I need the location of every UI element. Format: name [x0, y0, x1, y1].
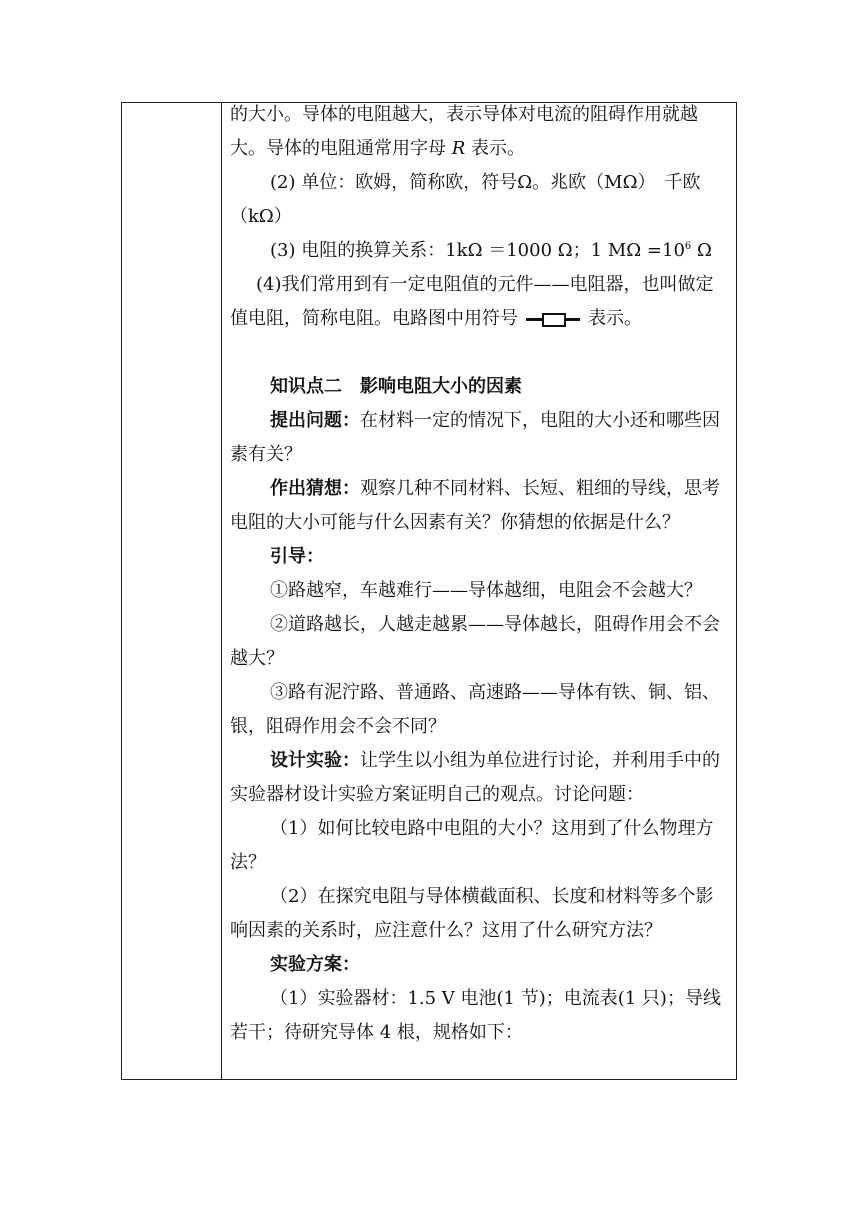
guide-item: ①路越窄，车越难行——导体越细，电阻会不会越大？	[270, 580, 702, 601]
question-paragraph	[230, 404, 730, 472]
conversion-exponent: 6	[684, 241, 692, 252]
resistor-text-end: 表示。	[588, 308, 642, 329]
guess-paragraph	[230, 472, 730, 540]
content-cell	[230, 98, 730, 1050]
design-label: 设计实验：	[270, 750, 360, 771]
plan-label: 实验方案：	[270, 954, 360, 975]
resistance-text-end: 表示。	[465, 138, 526, 159]
conversion-ohm: Ω	[691, 240, 712, 261]
unit-paragraph: (2) 单位：欧姆，简称欧，符号Ω。兆欧（MΩ） 千欧（kΩ）	[230, 172, 701, 227]
conversion-paragraph	[230, 234, 730, 268]
discussion-item: （2）在探究电阻与导体横截面积、长度和材料等多个影响因素的关系时，应注意什么？这用了什么研究方法？	[230, 886, 714, 941]
question-label: 提出问题：	[270, 410, 360, 431]
resistance-text: 的大小。导体的电阻越大，表示导体对电流的阻碍作用就越大。导体的电阻通常用字母	[230, 104, 698, 159]
conversion-text: (3) 电阻的换算关系：1kΩ ＝1000 Ω；1 MΩ =10	[270, 240, 685, 261]
resistor-symbol-icon	[526, 312, 580, 326]
question-text: 在材料一定的情况下，电阻的大小还和哪些因素有关？	[230, 410, 720, 465]
discussion-item: （1）如何比较电路中电阻的大小？这用到了什么物理方法？	[230, 818, 714, 873]
section-heading: 知识点二 影响电阻大小的因素	[270, 376, 522, 397]
guess-text: 观察几种不同材料、长短、粗细的导线，思考电阻的大小可能与什么因素有关？你猜想的依据是什么？	[230, 478, 720, 533]
design-text: 让学生以小组为单位进行讨论，并利用手中的实验器材设计实验方案证明自己的观点。讨论问题：	[230, 750, 720, 805]
guide-item: ②道路越长，人越走越累——导体越长，阻碍作用会不会越大？	[230, 614, 720, 669]
resistor-text: (4)我们常用到有一定电阻值的元件——电阻器，也叫做定值电阻，简称电阻。电路图中用符号	[230, 274, 714, 329]
resistance-paragraph	[230, 98, 730, 166]
letter-r: R	[451, 138, 466, 159]
resistor-paragraph	[230, 268, 730, 336]
design-paragraph	[230, 744, 730, 812]
equipment-paragraph: （1）实验器材：1.5 V 电池(1 节)；电流表(1 只)；导线若干；待研究导体 4 根，规格如下：	[230, 988, 721, 1043]
guide-item: ③路有泥泞路、普通路、高速路——导体有铁、铜、铝、银，阻碍作用会不会不同？	[230, 682, 720, 737]
guess-label: 作出猜想：	[270, 478, 360, 499]
guide-label: 引导：	[270, 546, 324, 567]
table-left-column	[122, 103, 222, 1079]
